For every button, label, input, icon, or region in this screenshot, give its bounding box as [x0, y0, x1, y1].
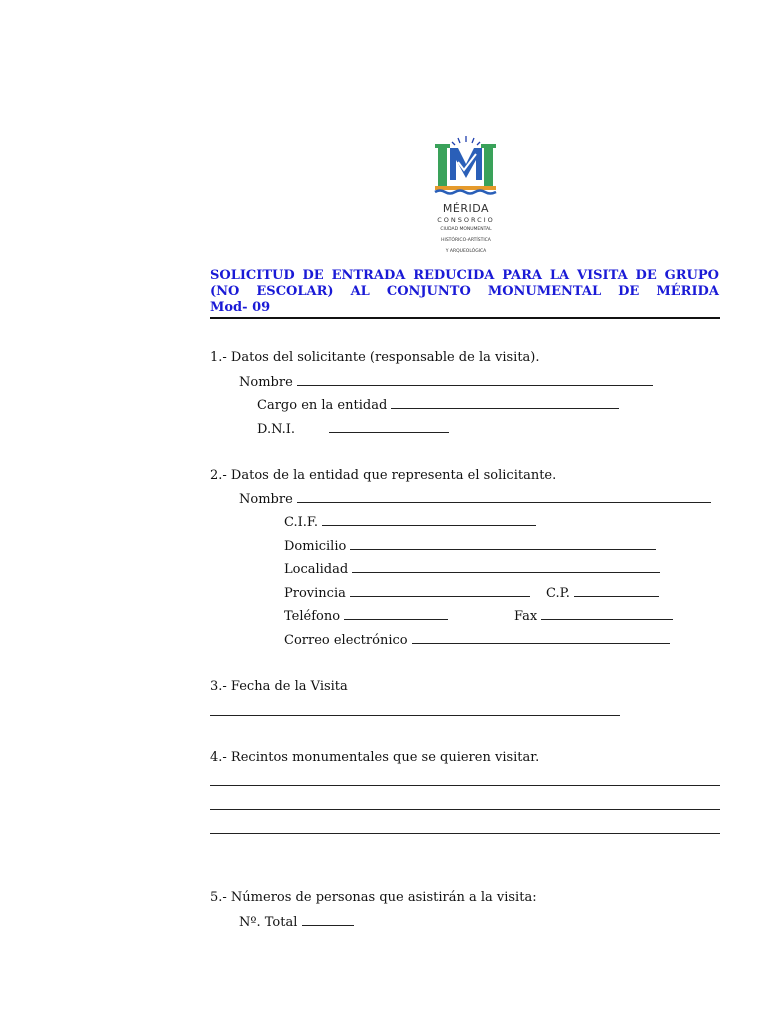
logo-emblem-icon	[430, 134, 502, 200]
title-line-2: (NO ESCOLAR) AL CONJUNTO MONUMENTAL DE MÉRIDA	[210, 284, 719, 299]
entity-locality-row	[284, 561, 660, 577]
entity-province-label: Provincia	[284, 586, 346, 601]
applicant-name-row	[239, 374, 653, 390]
applicant-name-field[interactable]	[297, 374, 653, 386]
entity-phone-field[interactable]	[344, 608, 448, 620]
entity-cif-label: C.I.F.	[284, 515, 319, 530]
entity-fax-row	[514, 608, 673, 624]
entity-phone-label: Teléfono	[284, 609, 341, 624]
entity-name-row	[239, 491, 711, 507]
applicant-position-field[interactable]	[391, 397, 619, 409]
entity-address-row	[284, 538, 656, 554]
entity-name-field[interactable]	[297, 491, 711, 503]
applicant-dni-field[interactable]	[329, 421, 449, 433]
logo-consorcio: CONSORCIO	[437, 216, 495, 224]
logo-name: MÉRIDA	[442, 202, 490, 215]
entity-postcode-field[interactable]	[574, 585, 659, 597]
entity-fax-label: Fax	[514, 609, 538, 624]
entity-cif-row	[284, 514, 536, 530]
entity-province-field[interactable]	[350, 585, 530, 597]
total-people-label: Nº. Total	[239, 915, 298, 930]
monuments-field-line-3[interactable]	[210, 833, 720, 834]
form-code: Mod- 09	[210, 300, 271, 315]
applicant-dni-label: D.N.I.	[257, 422, 296, 437]
section-4-heading: 4.- Recintos monumentales que se quieren visitar.	[210, 750, 540, 765]
entity-postcode-label: C.P.	[546, 586, 570, 601]
section-3-heading: 3.- Fecha de la Visita	[210, 679, 348, 694]
applicant-position-row	[257, 397, 619, 413]
entity-email-field[interactable]	[412, 632, 670, 644]
section-1-heading: 1.- Datos del solicitante (responsable de la visita).	[210, 350, 540, 365]
entity-email-label: Correo electrónico	[284, 633, 408, 648]
logo-line3: CIUDAD MONUMENTAL	[440, 227, 492, 232]
logo-line4: HISTÓRICO-ARTÍSTICA	[441, 238, 491, 243]
section-2-heading: 2.- Datos de la entidad que representa el solicitante.	[210, 468, 557, 483]
entity-phone-row	[284, 608, 448, 624]
entity-name-label: Nombre	[239, 492, 293, 507]
entity-postcode-row	[546, 585, 659, 601]
entity-province-row	[284, 585, 530, 601]
visit-date-field[interactable]	[210, 715, 620, 716]
applicant-name-label: Nombre	[239, 375, 293, 390]
entity-email-row	[284, 632, 670, 648]
total-people-row	[239, 914, 354, 930]
entity-cif-field[interactable]	[322, 514, 536, 526]
title-divider	[210, 317, 720, 319]
form-title	[210, 268, 719, 316]
entity-locality-field[interactable]	[352, 561, 660, 573]
entity-locality-label: Localidad	[284, 562, 349, 577]
entity-address-label: Domicilio	[284, 539, 347, 554]
logo-line5: Y ARQUEOLÓGICA	[445, 249, 487, 254]
monuments-field-line-2[interactable]	[210, 809, 720, 810]
entity-fax-field[interactable]	[541, 608, 673, 620]
applicant-position-label: Cargo en la entidad	[257, 398, 388, 413]
monuments-field-line-1[interactable]	[210, 785, 720, 786]
total-people-field[interactable]	[302, 914, 354, 926]
entity-address-field[interactable]	[350, 538, 656, 550]
section-5-heading: 5.- Números de personas que asistirán a la visita:	[210, 890, 537, 905]
applicant-dni-row	[257, 421, 449, 437]
title-line-1: SOLICITUD DE ENTRADA REDUCIDA PARA LA VISITA DE GRUPO	[210, 268, 719, 283]
consorcio-merida-logo	[430, 134, 502, 262]
